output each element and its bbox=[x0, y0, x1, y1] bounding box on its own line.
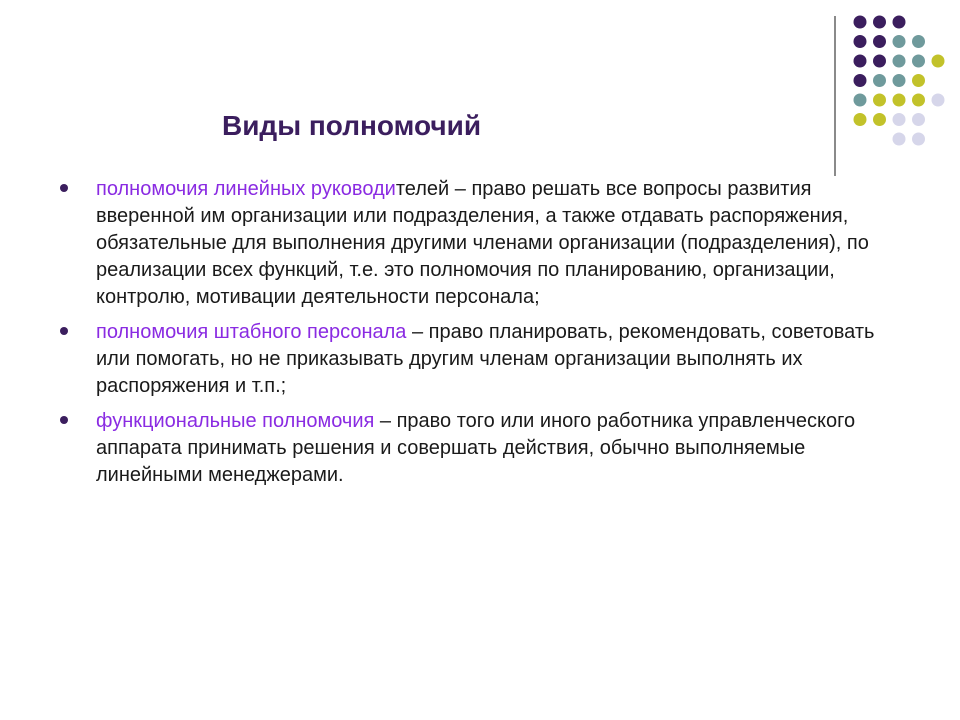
decorative-dot bbox=[854, 94, 867, 107]
term-definition: – право планировать, рекомендовать, советовать или помогать, но не приказывать другим членам организации выполнять их распоряжения и т.п.; bbox=[96, 321, 875, 397]
decorative-dot bbox=[893, 74, 906, 87]
decorative-dot bbox=[893, 35, 906, 48]
decorative-dot bbox=[873, 35, 886, 48]
decorative-dot bbox=[873, 74, 886, 87]
bullet-list bbox=[60, 176, 900, 497]
list-item bbox=[60, 319, 900, 400]
decorative-dot bbox=[912, 55, 925, 68]
list-item bbox=[60, 176, 900, 311]
decorative-dot bbox=[893, 94, 906, 107]
decorative-dot bbox=[854, 55, 867, 68]
term-highlight: полномочия штабного персонала bbox=[96, 321, 407, 343]
decorative-dot bbox=[854, 35, 867, 48]
decorative-vertical-line bbox=[834, 16, 836, 176]
term-highlight: полномочия линейных руководи bbox=[96, 178, 396, 200]
decorative-dot bbox=[893, 16, 906, 29]
decorative-dot bbox=[932, 55, 945, 68]
term-definition: – право того или иного работника управленческого аппарата принимать решения и совершать действия, обычно выполняемые линейными менеджерами. bbox=[96, 410, 856, 486]
decorative-dot bbox=[893, 113, 906, 126]
slide-title: Виды полномочий bbox=[222, 110, 482, 141]
list-item-text bbox=[96, 408, 900, 489]
decorative-dot bbox=[912, 113, 925, 126]
decorative-dot bbox=[873, 55, 886, 68]
decorative-dot bbox=[893, 55, 906, 68]
decorative-dot bbox=[912, 74, 925, 87]
term-highlight: функциональные полномочия bbox=[96, 410, 375, 432]
list-item-text bbox=[96, 319, 900, 400]
decorative-dot bbox=[932, 94, 945, 107]
decorative-dot-grid bbox=[0, 0, 960, 200]
bullet-icon bbox=[60, 184, 68, 192]
list-item-text bbox=[96, 176, 900, 311]
decorative-dot bbox=[854, 113, 867, 126]
term-definition: телей – право решать все вопросы развития вверенной им организации или подразделения, а также отдавать распоряжения, обязательные для выполнения другими членами организации (подразделения), по реализации всех функций, т.е. это полномочия по планированию, организации, контролю, мотивации деятельности персонала; bbox=[96, 178, 869, 308]
decorative-dot bbox=[893, 133, 906, 146]
bullet-icon bbox=[60, 416, 68, 424]
decorative-dot bbox=[854, 74, 867, 87]
decorative-dot bbox=[854, 16, 867, 29]
decorative-dot bbox=[873, 113, 886, 126]
bullet-icon bbox=[60, 327, 68, 335]
decorative-dot bbox=[912, 35, 925, 48]
list-item bbox=[60, 408, 900, 489]
decorative-dot bbox=[873, 94, 886, 107]
decorative-dot bbox=[912, 94, 925, 107]
decorative-dot bbox=[873, 16, 886, 29]
decorative-dot bbox=[912, 133, 925, 146]
